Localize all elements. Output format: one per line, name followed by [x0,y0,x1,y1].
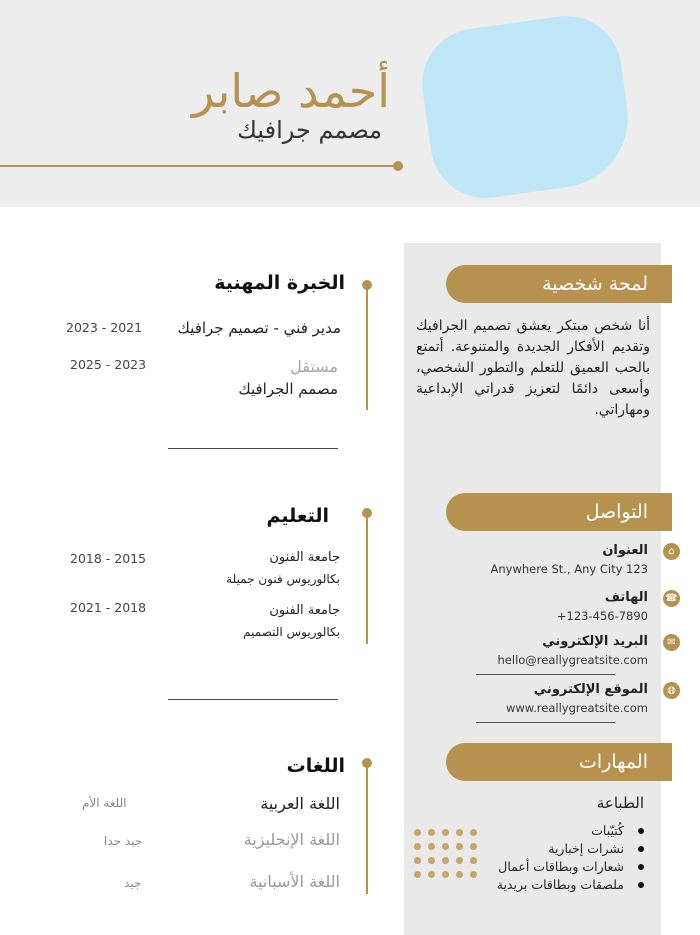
profile-heading: لمحة شخصية [446,265,672,303]
contact-phone [418,590,678,623]
phone-icon: ☎ [663,590,680,607]
header-divider-dot [393,161,403,171]
experience-years-2: 2025 - 2023 [70,357,147,372]
language-name-2: اللغة الإنجليزية [243,830,340,849]
timeline-line [366,288,368,410]
contact-value: +123-456-7890 [556,609,648,623]
skills-heading: المهارات [446,743,672,781]
section-divider [168,699,338,700]
skills-list [497,822,644,894]
education-years-1: 2018 - 2015 [70,551,147,566]
contact-label: الموقع الإلكتروني [533,682,648,697]
contact-value[interactable]: www.reallygreatsite.com [505,701,648,715]
header-divider [0,165,396,167]
email-underline [476,674,615,675]
contact-label: العنوان [602,543,648,558]
list-item: نشرات إخبارية [497,840,644,858]
education-heading: التعليم [266,505,329,527]
language-level-1: اللغة الأم [82,796,127,810]
home-icon: ⌂ [663,543,680,560]
contact-value[interactable]: hello@reallygreatsite.com [497,653,648,667]
education-school-1: جامعة الفنون [269,550,340,565]
profile-text: أنا شخص مبتكر يعشق تصميم الجرافيك وتقديم الأفكار الجديدة والمتنوعة. أتمتع بالحب العميق للتعلم والتطور الشخصي، وأسعى دائمًا لتعزيز قدراتي الإبداعية ومهاراتي. [416,318,650,418]
experience-heading: الخبرة المهنية [214,272,345,294]
contact-heading: التواصل [446,493,672,531]
contact-label: الهاتف [604,590,648,605]
list-item: شعارات وبطاقات أعمال [497,858,644,876]
language-level-2: جيد جدا [104,834,143,848]
mail-icon: ✉ [663,634,680,651]
language-name-3: اللغة الأسبانية [249,872,340,891]
experience-status-2: مستقل [290,357,338,376]
contact-label: البريد الإلكتروني [542,634,648,649]
experience-role-2: مصمم الجرافيك [238,380,338,398]
timeline-line [366,516,368,644]
experience-role-1: مدير فني - تصميم جرافيك [177,319,341,337]
website-underline [476,722,615,723]
globe-icon: ◍ [663,682,680,699]
education-years-2: 2021 - 2018 [70,600,147,615]
contact-value: Anywhere St., Any City 123 [490,562,648,576]
section-divider [168,448,338,449]
timeline-line [366,766,368,894]
experience-years-1: 2023 - 2021 [66,320,143,335]
language-name-1: اللغة العربية [260,794,340,813]
skills-subtitle: الطباعة [596,794,644,812]
language-level-3: جيد [124,876,142,890]
decorative-dots [414,829,477,878]
contact-address [418,543,675,576]
job-title: مصمم جرافيك [237,116,382,144]
list-item: ملصقات وبطاقات بريدية [497,876,644,894]
education-school-2: جامعة الفنون [269,603,340,618]
languages-heading: اللغات [286,755,345,777]
education-degree-1: بكالوريوس فنون جميلة [226,572,340,586]
contact-website [418,682,676,715]
contact-email [418,634,676,667]
person-name: أحمد صابر [192,64,390,118]
list-item: كُتيّبات [497,822,644,840]
education-degree-2: بكالوريوس التصميم [243,625,340,639]
